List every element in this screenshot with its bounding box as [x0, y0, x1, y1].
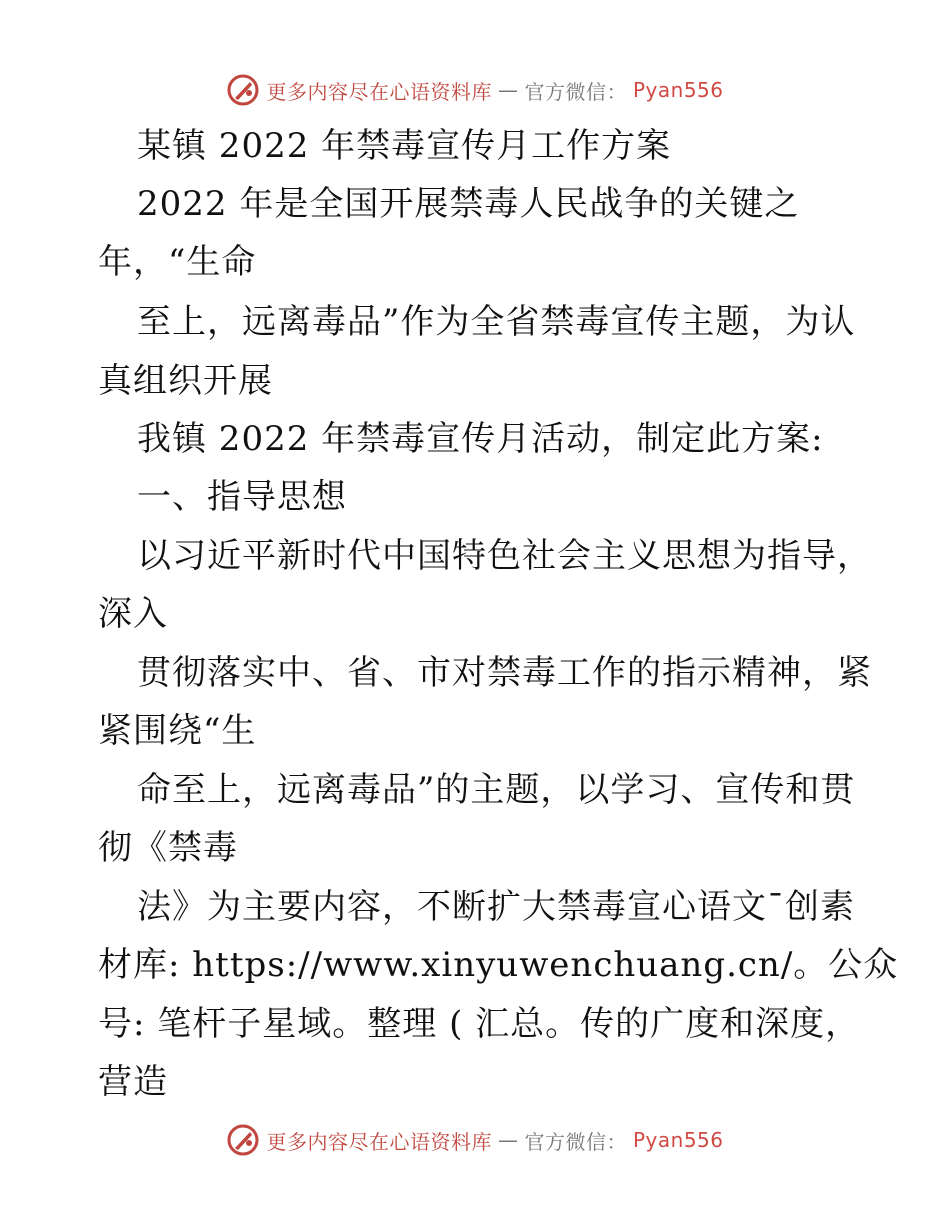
paragraph-line: 贯彻落实中、省、市对禁毒工作的指示精神，紧: [137, 653, 872, 693]
paragraph-line: 真组织开展: [98, 361, 273, 401]
watermark-text-right: 官方微信：: [524, 1129, 627, 1154]
watermark-id: Pyan556: [632, 1128, 724, 1152]
watermark-text-left: 更多内容尽在心语资料库: [266, 79, 492, 104]
paragraph-line: 号: 笔杆子星域。整理 ( 汇总。传的广度和深度，: [98, 1004, 861, 1044]
paragraph-line: 紧围绕“生: [98, 711, 257, 751]
paragraph-line: 以习近平新时代中国特色社会主义思想为指导，: [137, 536, 872, 576]
watermark-text-right: 官方微信：: [524, 79, 627, 104]
quill-logo-icon: [226, 73, 260, 107]
paragraph-line: 材库: https://www.xinyuwenchuang.cn/。公众: [98, 945, 899, 985]
paragraph-line: 我镇 2022 年禁毒宣传月活动，制定此方案:: [137, 419, 824, 459]
paragraph-line: 法》为主要内容，不断扩大禁毒宣心语文¯创素: [137, 887, 855, 927]
section-heading: 一、指导思想: [137, 477, 347, 517]
doc-title: 某镇 2022 年禁毒宣传月工作方案: [137, 126, 672, 166]
watermark-footer: [0, 1120, 950, 1160]
watermark-id: Pyan556: [632, 78, 724, 102]
paragraph-line: 2022 年是全国开展禁毒人民战争的关键之: [137, 184, 800, 224]
paragraph-line: 命至上，远离毒品”的主题，以学习、宣传和贯: [137, 770, 856, 810]
watermark-separator: —: [497, 1128, 519, 1152]
paragraph-line: 至上，远离毒品”作为全省禁毒宣传主题，为认: [137, 302, 856, 342]
watermark-text-left: 更多内容尽在心语资料库: [266, 1129, 492, 1154]
quill-logo-icon: [226, 1123, 260, 1157]
watermark-separator: —: [497, 78, 519, 102]
paragraph-line: 年，“生命: [98, 242, 257, 282]
paragraph-line: 彻《禁毒: [98, 828, 238, 868]
watermark-header: [0, 70, 950, 110]
paragraph-line: 营造: [98, 1062, 168, 1102]
paragraph-line: 深入: [98, 594, 168, 634]
